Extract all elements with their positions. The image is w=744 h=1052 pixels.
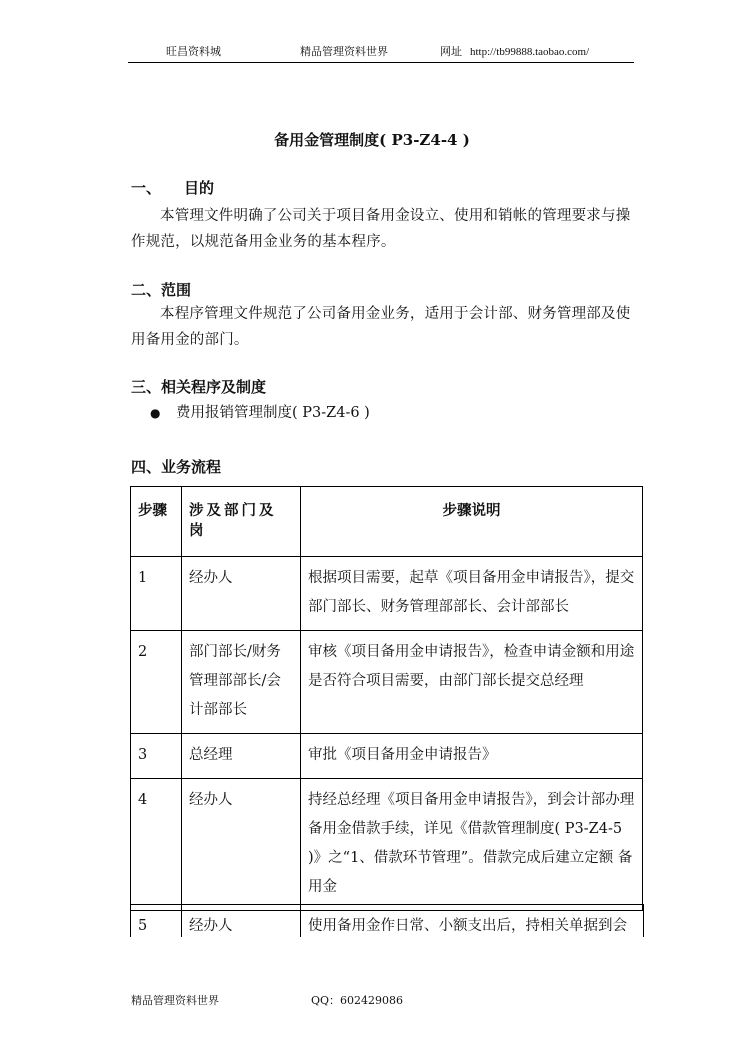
footer-qq: QQ：602429086 — [311, 994, 404, 1007]
table-row — [131, 905, 644, 938]
cell-step: 1 — [131, 557, 182, 631]
page-header — [128, 44, 634, 63]
cell-dept: 总经理 — [182, 734, 301, 779]
header-shop-name: 旺昌资料城 — [166, 45, 221, 58]
cell-step: 4 — [131, 779, 182, 911]
cell-desc: 持经总经理《项目备用金申请报告》，到会计部办理备用金借款手续，详见《借款管理制度( P3-Z4-5 )》之“1、借款环节管理”。借款完成后建立定额 备用金 — [301, 779, 643, 911]
table-row — [131, 734, 643, 779]
cell-dept: 部门部长/财务管理部部长/会计部部长 — [182, 631, 301, 734]
bullet-icon: ● — [150, 406, 161, 420]
table-row — [131, 557, 643, 631]
table-continuation — [130, 904, 644, 937]
header-url-label: 网址 — [440, 45, 462, 58]
cell-dept: 经办人 — [182, 905, 301, 938]
section-4-heading: 四、业务流程 — [131, 458, 222, 476]
table-row — [131, 631, 643, 734]
section-1-number: 一、 — [131, 179, 162, 197]
cell-desc: 审核《项目备用金申请报告》，检查申请金额和用途是否符合项目需要，由部门部长提交总经理 — [301, 631, 643, 734]
process-table-last-row — [130, 904, 644, 937]
col-header-step: 步骤 — [131, 487, 182, 557]
related-procedure-text: 费用报销管理制度( P3-Z4-6 ) — [176, 405, 370, 421]
process-table — [130, 486, 643, 911]
header-site-name: 精品管理资料世界 — [300, 45, 388, 58]
section-1-body: 本管理文件明确了公司关于项目备用金设立、使用和销帐的管理要求与操作规范，以规范备用金业务的基本程序。 — [131, 208, 631, 250]
cell-desc: 使用备用金作日常、小额支出后，持相关单据到会 — [301, 905, 644, 938]
cell-step: 3 — [131, 734, 182, 779]
section-2-body: 本程序管理文件规范了公司备用金业务，适用于会计部、财务管理部及使用备用金的部门。 — [131, 306, 631, 348]
table-header-row — [131, 487, 643, 557]
cell-step: 2 — [131, 631, 182, 734]
col-header-dept: 涉及部门及岗 — [182, 487, 301, 557]
section-1-title: 目的 — [184, 179, 215, 197]
header-url-link[interactable]: http://tb99888.taobao.com/ — [470, 46, 590, 58]
cell-step: 5 — [131, 905, 182, 938]
document-title: 备用金管理制度( P3-Z4-4 ) — [274, 131, 470, 149]
page-footer — [131, 994, 404, 1008]
table-row — [131, 779, 643, 911]
cell-desc: 根据项目需要，起草《项目备用金申请报告》，提交部门部长、财务管理部部长、会计部部长 — [301, 557, 643, 631]
cell-dept: 经办人 — [182, 557, 301, 631]
footer-site-name: 精品管理资料世界 — [131, 994, 219, 1007]
section-2-heading: 二、范围 — [131, 281, 192, 299]
cell-dept: 经办人 — [182, 779, 301, 911]
section-3-heading: 三、相关程序及制度 — [131, 378, 267, 396]
cell-desc: 审批《项目备用金申请报告》 — [301, 734, 643, 779]
col-header-desc: 步骤说明 — [301, 487, 643, 557]
